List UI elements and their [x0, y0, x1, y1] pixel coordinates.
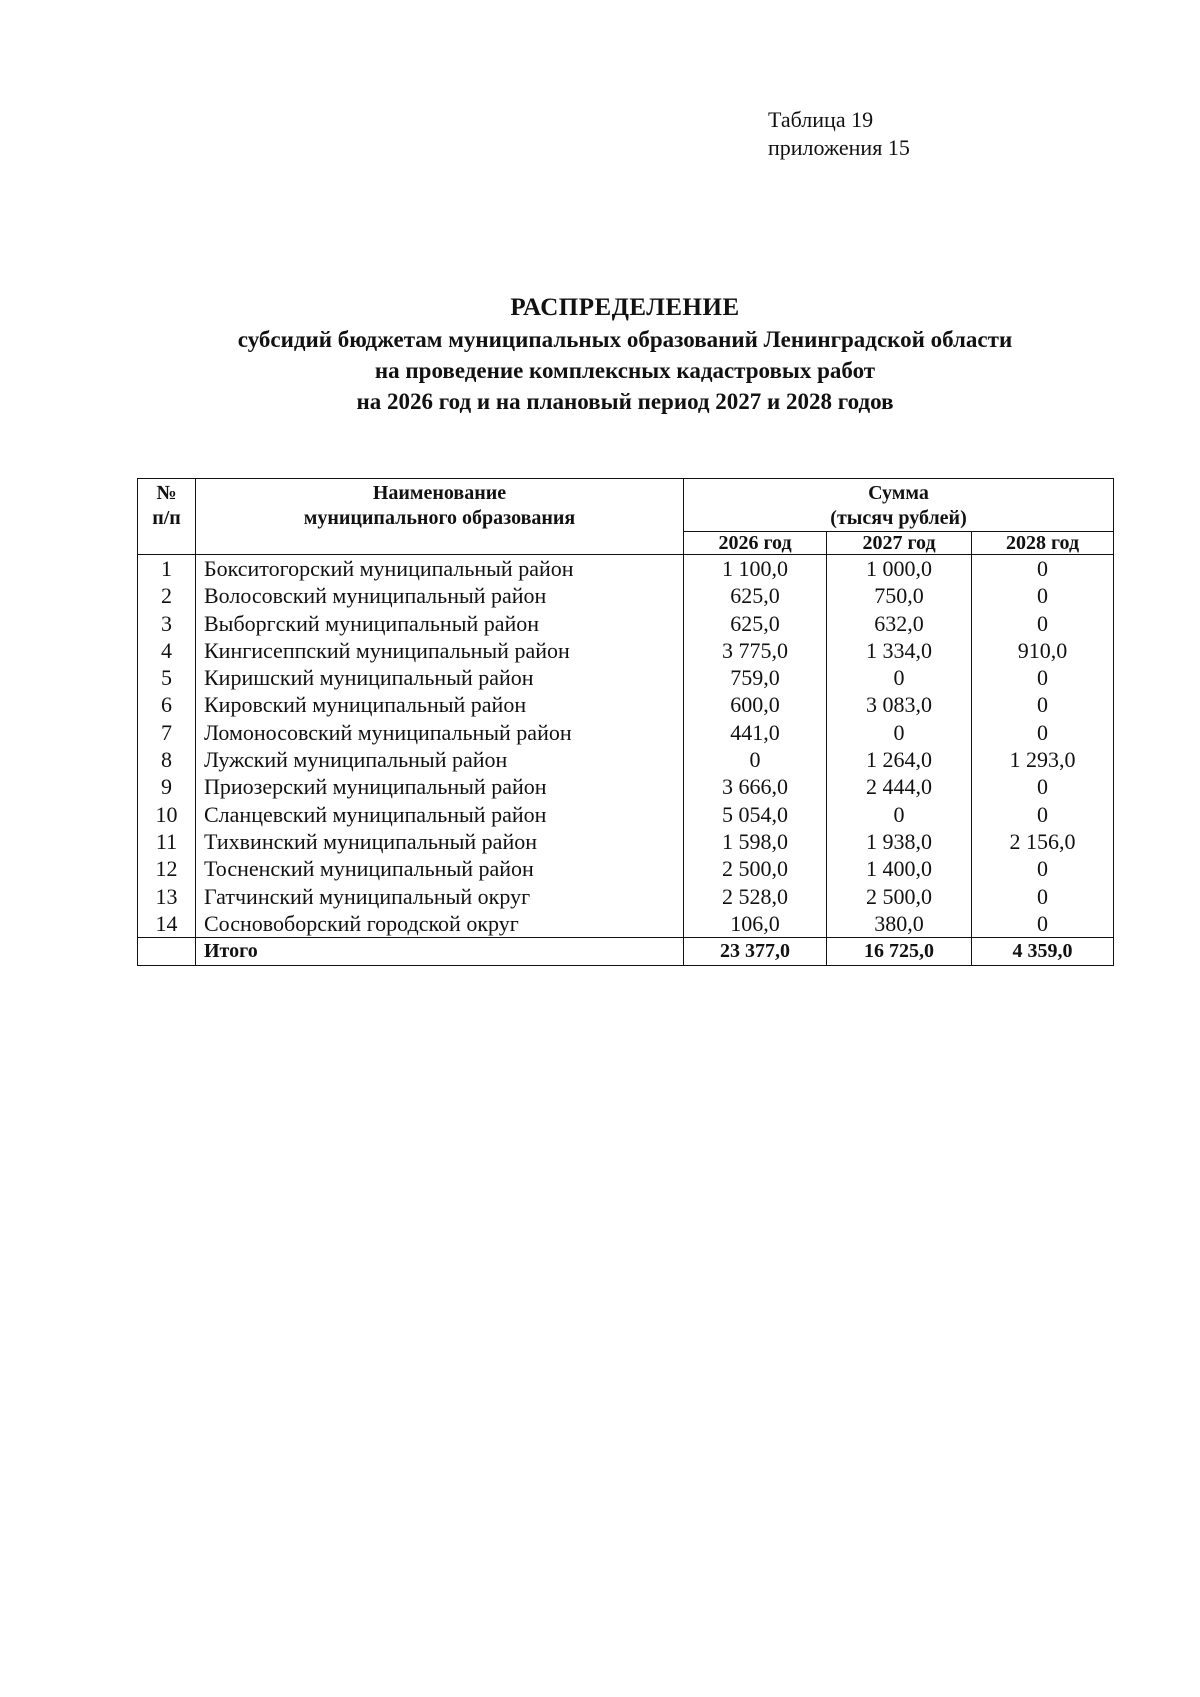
table-row: [138, 582, 1114, 609]
value-2026: 625,0: [684, 610, 827, 637]
table-row: [138, 637, 1114, 664]
row-number: 9: [138, 773, 196, 800]
value-2028: 0: [972, 719, 1114, 746]
value-2028: 0: [972, 773, 1114, 800]
table-row: [138, 910, 1114, 938]
municipality-name: Гатчинский муниципальный округ: [196, 883, 684, 910]
value-2027: 0: [827, 664, 972, 691]
value-2028: 2 156,0: [972, 828, 1114, 855]
value-2026: 1 598,0: [684, 828, 827, 855]
header-municipality-line2: муниципального образования: [303, 507, 576, 529]
header-municipality: [196, 479, 684, 555]
document-title: [0, 292, 1200, 417]
row-number: 13: [138, 883, 196, 910]
header-year-2028: 2028 год: [972, 532, 1114, 555]
table-row: [138, 773, 1114, 800]
value-2027: 1 264,0: [827, 746, 972, 773]
header-year-2027: 2027 год: [827, 532, 972, 555]
value-2028: 0: [972, 664, 1114, 691]
municipality-name: Выборгский муниципальный район: [196, 610, 684, 637]
table-row: [138, 610, 1114, 637]
total-2028: 4 359,0: [972, 938, 1114, 966]
header-sum: [684, 479, 1114, 532]
value-2026: 1 100,0: [684, 555, 827, 583]
value-2028: 0: [972, 910, 1114, 938]
row-number: 14: [138, 910, 196, 938]
municipality-name: Ломоносовский муниципальный район: [196, 719, 684, 746]
title-line-subsidies: субсидий бюджетам муниципальных образований Ленинградской области: [237, 327, 1013, 352]
total-number-cell: [138, 938, 196, 966]
value-2027: 0: [827, 719, 972, 746]
value-2027: 3 083,0: [827, 691, 972, 718]
value-2027: 1 000,0: [827, 555, 972, 583]
value-2026: 3 775,0: [684, 637, 827, 664]
header-municipality-line1: Наименование: [372, 482, 507, 504]
table-row: [138, 855, 1114, 882]
table-row: [138, 664, 1114, 691]
value-2026: 3 666,0: [684, 773, 827, 800]
value-2026: 625,0: [684, 582, 827, 609]
municipality-name: Тосненский муниципальный район: [196, 855, 684, 882]
value-2028: 1 293,0: [972, 746, 1114, 773]
header-sum-unit: (тысяч рублей): [830, 507, 967, 529]
row-number: 2: [138, 582, 196, 609]
value-2028: 0: [972, 582, 1114, 609]
total-label: Итого: [196, 938, 684, 966]
municipality-name: Тихвинский муниципальный район: [196, 828, 684, 855]
value-2028: 0: [972, 555, 1114, 583]
header-year-2026: 2026 год: [684, 532, 827, 555]
municipality-name: Кингисеппский муниципальный район: [196, 637, 684, 664]
table-row: [138, 691, 1114, 718]
row-number: 3: [138, 610, 196, 637]
table-row: [138, 746, 1114, 773]
value-2028: 0: [972, 801, 1114, 828]
title-line-purpose: на проведение комплексных кадастровых работ: [374, 358, 876, 383]
value-2028: 0: [972, 883, 1114, 910]
value-2027: 380,0: [827, 910, 972, 938]
table-header: [138, 479, 1114, 555]
header-sum-line1: Сумма: [868, 482, 929, 504]
municipality-name: Сланцевский муниципальный район: [196, 801, 684, 828]
reference-table-number: Таблица 19: [768, 107, 874, 132]
municipality-name: Лужский муниципальный район: [196, 746, 684, 773]
value-2027: 1 938,0: [827, 828, 972, 855]
value-2028: 0: [972, 691, 1114, 718]
value-2026: 5 054,0: [684, 801, 827, 828]
value-2026: 106,0: [684, 910, 827, 938]
header-number-sign: №: [156, 482, 177, 504]
value-2028: 0: [972, 855, 1114, 882]
total-row: [138, 938, 1114, 966]
value-2028: 0: [972, 610, 1114, 637]
row-number: 7: [138, 719, 196, 746]
total-2027: 16 725,0: [827, 938, 972, 966]
table-body: [138, 555, 1114, 966]
header-number: [138, 479, 196, 555]
row-number: 6: [138, 691, 196, 718]
reference-appendix-number: приложения 15: [768, 135, 910, 160]
municipality-name: Кировский муниципальный район: [196, 691, 684, 718]
value-2027: 1 400,0: [827, 855, 972, 882]
table-row: [138, 719, 1114, 746]
value-2027: 750,0: [827, 582, 972, 609]
value-2027: 0: [827, 801, 972, 828]
value-2026: 0: [684, 746, 827, 773]
table-row: [138, 801, 1114, 828]
title-line-period: на 2026 год и на плановый период 2027 и 2028 годов: [356, 389, 894, 414]
table-reference: [768, 106, 910, 162]
value-2027: 2 500,0: [827, 883, 972, 910]
value-2028: 910,0: [972, 637, 1114, 664]
row-number: 11: [138, 828, 196, 855]
distribution-table: [137, 478, 1114, 966]
row-number: 1: [138, 555, 196, 583]
table-row: [138, 828, 1114, 855]
table-row: [138, 883, 1114, 910]
row-number: 12: [138, 855, 196, 882]
title-heading: РАСПРЕДЕЛЕНИЕ: [510, 294, 740, 321]
municipality-name: Сосновоборский городской округ: [196, 910, 684, 938]
row-number: 4: [138, 637, 196, 664]
row-number: 10: [138, 801, 196, 828]
value-2027: 2 444,0: [827, 773, 972, 800]
value-2027: 632,0: [827, 610, 972, 637]
value-2026: 441,0: [684, 719, 827, 746]
municipality-name: Бокситогорский муниципальный район: [196, 555, 684, 583]
value-2026: 2 500,0: [684, 855, 827, 882]
value-2026: 600,0: [684, 691, 827, 718]
value-2026: 759,0: [684, 664, 827, 691]
municipality-name: Киришский муниципальный район: [196, 664, 684, 691]
row-number: 8: [138, 746, 196, 773]
table-row: [138, 555, 1114, 583]
municipality-name: Приозерский муниципальный район: [196, 773, 684, 800]
value-2026: 2 528,0: [684, 883, 827, 910]
municipality-name: Волосовский муниципальный район: [196, 582, 684, 609]
row-number: 5: [138, 664, 196, 691]
value-2027: 1 334,0: [827, 637, 972, 664]
total-2026: 23 377,0: [684, 938, 827, 966]
header-number-abbr: п/п: [152, 507, 181, 529]
